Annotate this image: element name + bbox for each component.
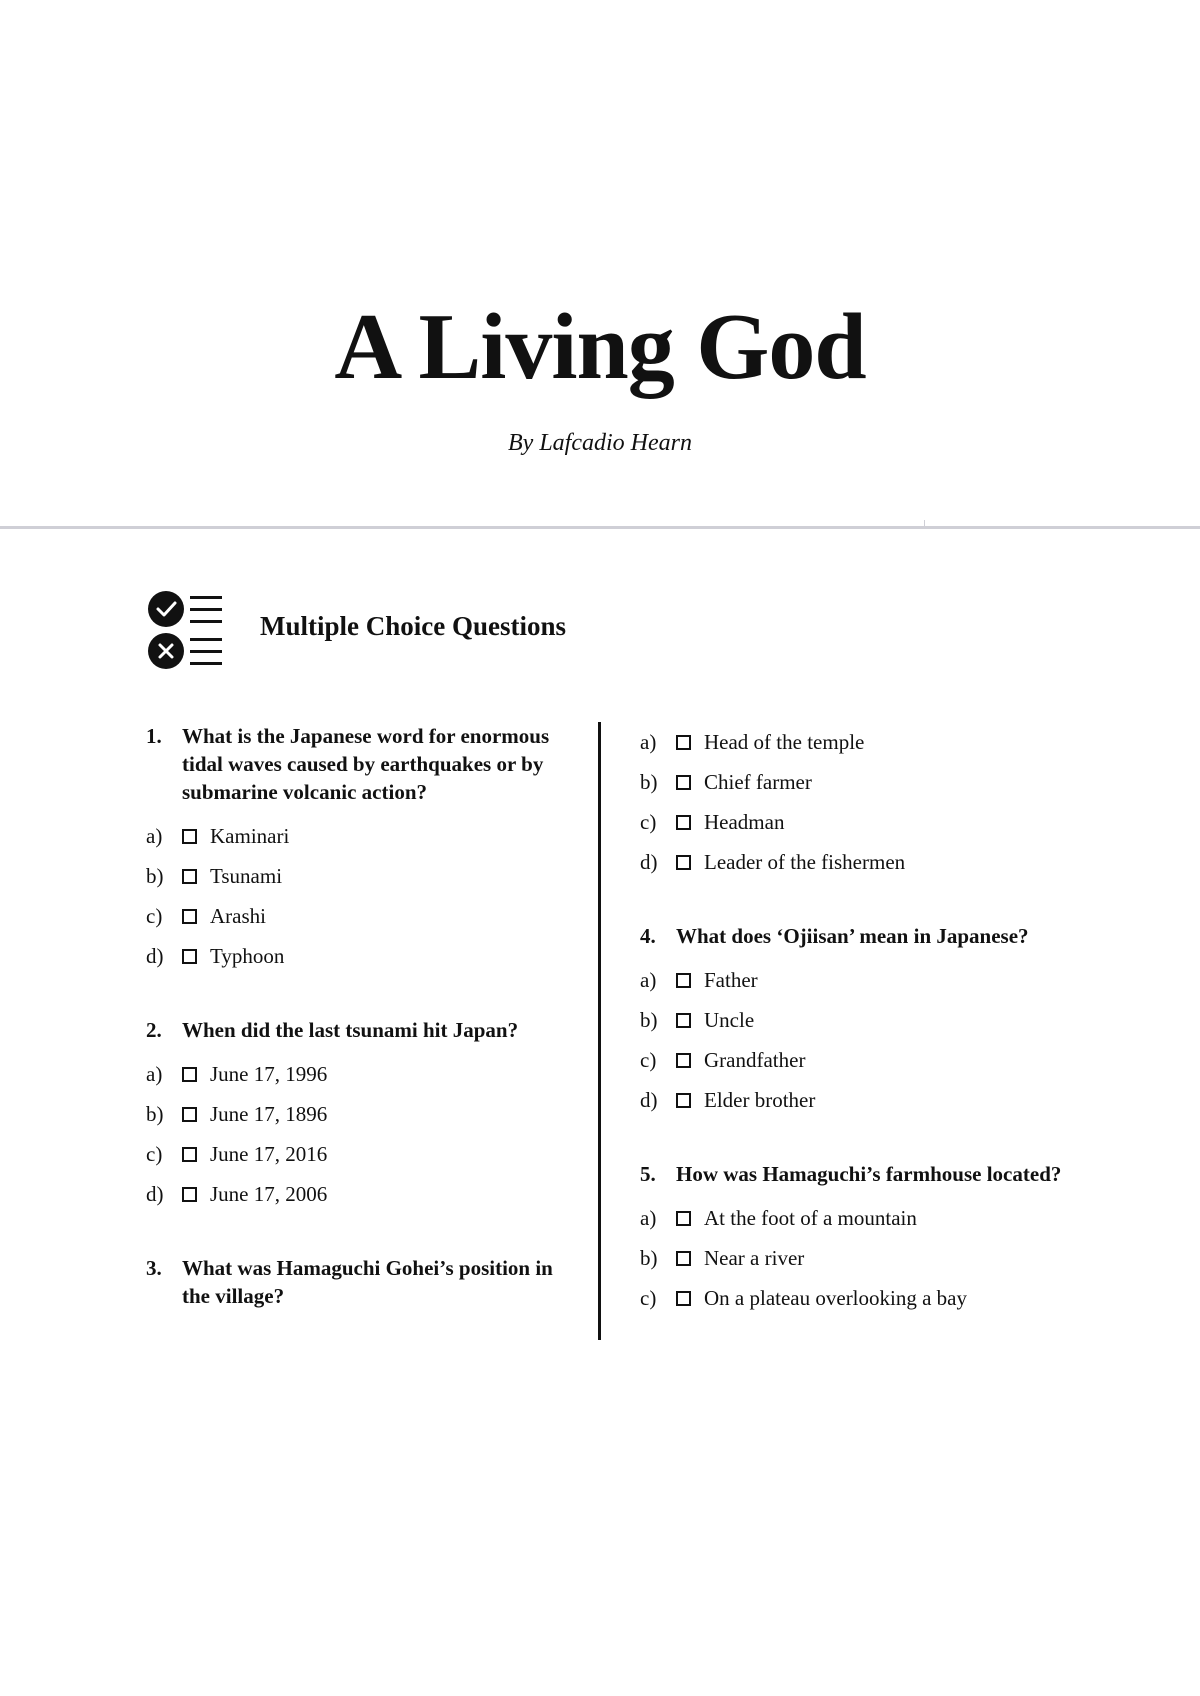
option-q5-c[interactable]	[640, 1278, 1080, 1318]
checkbox[interactable]	[182, 869, 197, 884]
question-text: When did the last tsunami hit Japan?	[182, 1018, 519, 1042]
option-letter: b)	[640, 1007, 658, 1032]
checkbox[interactable]	[676, 1251, 691, 1266]
option-letter: a)	[640, 1205, 657, 1230]
option-text: June 17, 1896	[210, 1101, 328, 1126]
question-stem	[146, 1254, 578, 1310]
option-q1-c[interactable]	[146, 896, 578, 936]
section-title: Multiple Choice Questions	[260, 611, 567, 641]
checkbox[interactable]	[676, 1013, 691, 1028]
option-letter: d)	[146, 1181, 164, 1206]
option-q3-a[interactable]	[640, 722, 1080, 762]
option-text: On a plateau overlooking a bay	[704, 1285, 967, 1310]
option-text: June 17, 1996	[210, 1061, 328, 1086]
question-2	[146, 1016, 578, 1214]
option-text: Elder brother	[704, 1087, 816, 1112]
option-letter: c)	[146, 903, 163, 928]
option-q2-b[interactable]	[146, 1094, 578, 1134]
checkbox[interactable]	[676, 1291, 691, 1306]
question-number: 2.	[146, 1018, 162, 1042]
right-column	[640, 722, 1080, 1358]
question-number: 4.	[640, 924, 656, 948]
checkbox[interactable]	[182, 1107, 197, 1122]
option-q3-b[interactable]	[640, 762, 1080, 802]
option-letter: d)	[640, 849, 658, 874]
option-text: Kaminari	[210, 823, 290, 848]
option-letter: b)	[640, 1245, 658, 1270]
question-text: What is the Japanese word for enormous tidal waves caused by earthquakes or by submarine volcanic action?	[182, 724, 550, 804]
option-q2-c[interactable]	[146, 1134, 578, 1174]
option-text: At the foot of a mountain	[704, 1205, 917, 1230]
option-text: Grandfather	[704, 1047, 806, 1072]
option-text: Headman	[704, 809, 785, 834]
checkbox[interactable]	[676, 735, 691, 750]
checkbox[interactable]	[182, 909, 197, 924]
checkbox[interactable]	[676, 1053, 691, 1068]
option-letter: a)	[640, 967, 657, 992]
option-letter: d)	[640, 1087, 658, 1112]
document-title: A Living God	[334, 295, 866, 399]
option-text: Arashi	[210, 903, 266, 928]
option-q5-b[interactable]	[640, 1238, 1080, 1278]
checkbox[interactable]	[676, 775, 691, 790]
option-q2-d[interactable]	[146, 1174, 578, 1214]
option-letter: b)	[146, 1101, 164, 1126]
option-text: Father	[704, 967, 758, 992]
question-text: How was Hamaguchi’s farmhouse located?	[676, 1162, 1062, 1186]
question-stem	[146, 722, 578, 806]
option-letter: a)	[640, 729, 657, 754]
option-text: Leader of the fishermen	[704, 849, 906, 874]
checkbox[interactable]	[182, 1147, 197, 1162]
question-text: What was Hamaguchi Gohei’s position in the village?	[182, 1256, 553, 1308]
divider-tick	[924, 520, 925, 526]
option-text: Uncle	[704, 1007, 755, 1032]
checkbox[interactable]	[182, 829, 197, 844]
left-column	[146, 722, 578, 1350]
question-stem	[146, 1016, 578, 1044]
question-3-options	[640, 722, 1080, 882]
option-q1-b[interactable]	[146, 856, 578, 896]
question-stem	[640, 1160, 1080, 1188]
option-q3-c[interactable]	[640, 802, 1080, 842]
checkbox[interactable]	[182, 1187, 197, 1202]
column-divider	[598, 722, 601, 1340]
question-4	[640, 922, 1080, 1120]
checkbox[interactable]	[676, 855, 691, 870]
question-3	[146, 1254, 578, 1310]
question-number: 1.	[146, 724, 162, 748]
option-letter: d)	[146, 943, 164, 968]
option-q4-b[interactable]	[640, 1000, 1080, 1040]
question-1	[146, 722, 578, 976]
option-text: June 17, 2016	[210, 1141, 328, 1166]
checkbox[interactable]	[182, 1067, 197, 1082]
checkbox[interactable]	[182, 949, 197, 964]
option-letter: a)	[146, 823, 163, 848]
option-text: June 17, 2006	[210, 1181, 328, 1206]
option-letter: c)	[146, 1141, 163, 1166]
option-q5-a[interactable]	[640, 1198, 1080, 1238]
option-q4-a[interactable]	[640, 960, 1080, 1000]
option-letter: a)	[146, 1061, 163, 1086]
option-text: Near a river	[704, 1245, 805, 1270]
option-q3-d[interactable]	[640, 842, 1080, 882]
option-text: Chief farmer	[704, 769, 812, 794]
checkbox[interactable]	[676, 815, 691, 830]
option-letter: b)	[146, 863, 164, 888]
option-letter: c)	[640, 1047, 657, 1072]
option-text: Typhoon	[210, 943, 285, 968]
option-text: Head of the temple	[704, 729, 865, 754]
checklist-icon	[148, 589, 224, 671]
checkbox[interactable]	[676, 973, 691, 988]
header-divider	[0, 526, 1200, 529]
option-text: Tsunami	[210, 863, 283, 888]
question-number: 5.	[640, 1162, 656, 1186]
checkbox[interactable]	[676, 1211, 691, 1226]
checkbox[interactable]	[676, 1093, 691, 1108]
option-q4-c[interactable]	[640, 1040, 1080, 1080]
option-letter: c)	[640, 1285, 657, 1310]
question-number: 3.	[146, 1256, 162, 1280]
option-letter: c)	[640, 809, 657, 834]
document-author: By Lafcadio Hearn	[508, 430, 692, 456]
option-q4-d[interactable]	[640, 1080, 1080, 1120]
question-stem	[640, 922, 1080, 950]
question-text: What does ‘Ojiisan’ mean in Japanese?	[676, 924, 1029, 948]
option-q1-a[interactable]	[146, 816, 578, 856]
option-q1-d[interactable]	[146, 936, 578, 976]
question-5	[640, 1160, 1080, 1318]
option-letter: b)	[640, 769, 658, 794]
option-q2-a[interactable]	[146, 1054, 578, 1094]
